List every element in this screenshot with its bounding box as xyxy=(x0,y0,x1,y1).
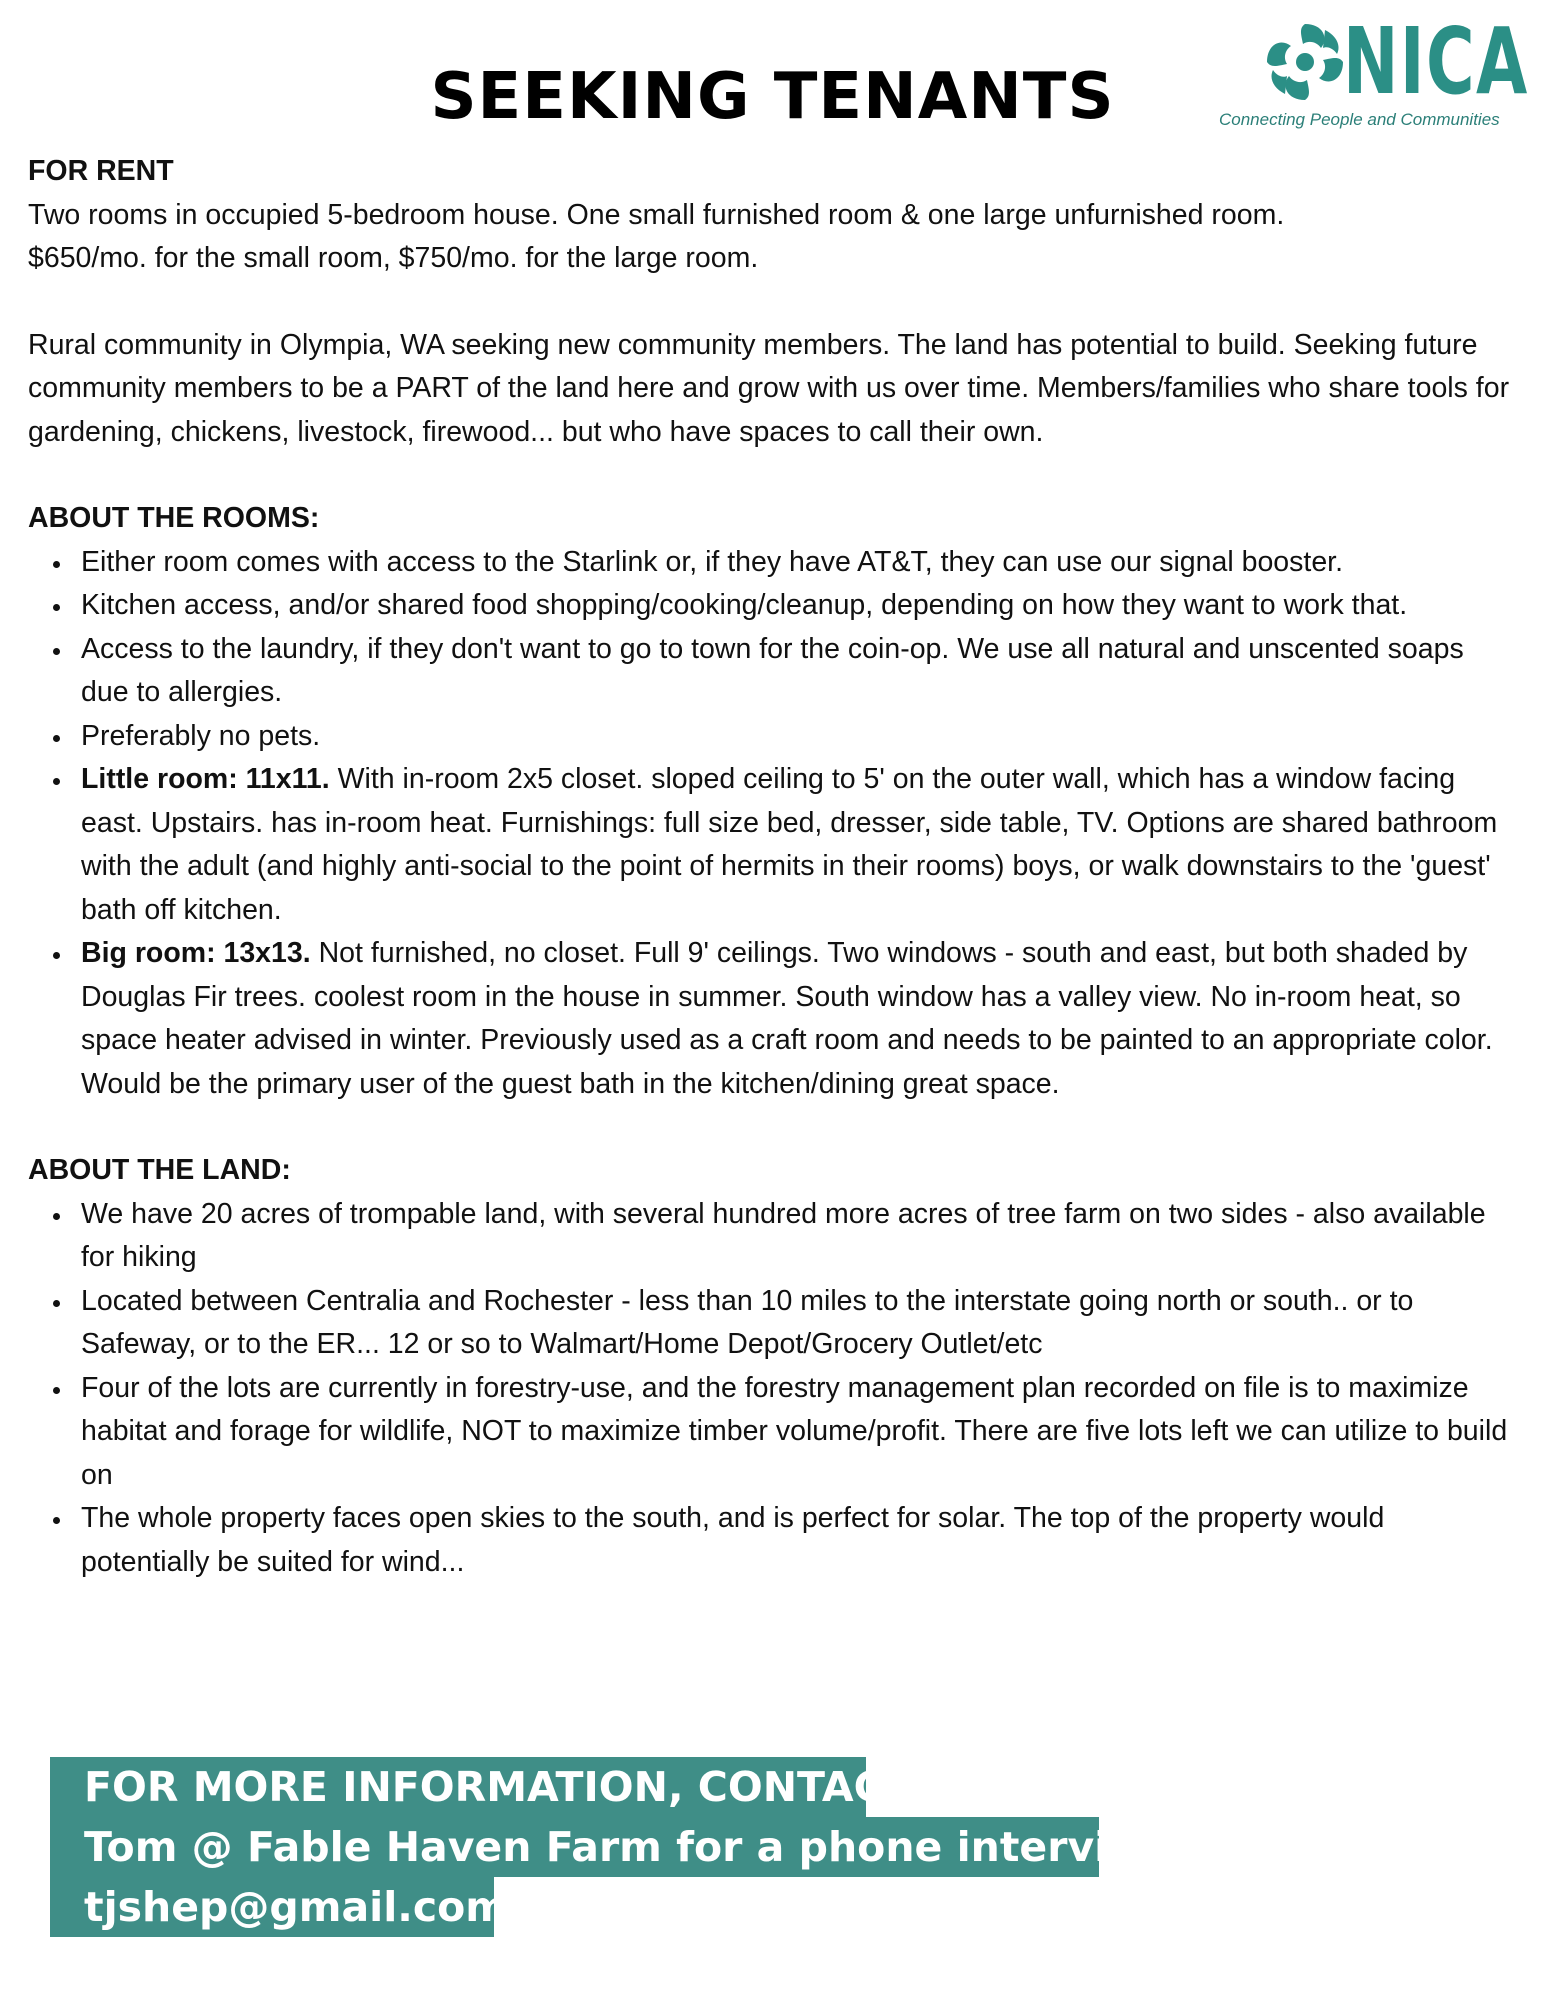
community-paragraph: Rural community in Olympia, WA seeking new community members. The land has potential to build. Seeking future community members to be a PART of the land here and grow with us over time. Members/families who share tools for gardening, chickens, livestock, firewood... but who have spaces to call their own. xyxy=(28,328,1510,448)
list-item: Preferably no pets. xyxy=(28,715,1518,759)
list-item: Access to the laundry, if they don't want to go to town for the coin-op. We use all natural and unscented soaps due to allergies. xyxy=(28,628,1518,715)
list-item: Kitchen access, and/or shared food shopping/cooking/cleanup, depending on how they want to work that. xyxy=(28,584,1518,628)
rooms-list xyxy=(28,541,1518,1107)
list-item: Located between Centralia and Rochester - less than 10 miles to the interstate going north or south.. or to Safeway, or to the ER... 12 or so to Walmart/Home Depot/Grocery Outlet/etc xyxy=(28,1280,1518,1367)
little-room-text: With in-room 2x5 closet. sloped ceiling to 5' on the outer wall, which has a window facing east. Upstairs. has in-room heat. Furnishings: full size bed, dresser, side table, TV. Options are shared bathroom with the adult (and highly anti-social to the point of hermits in their rooms) boys, or walk downstairs to the 'guest' bath off kitchen. xyxy=(81,763,1498,926)
list-item: Four of the lots are currently in forestry-use, and the forestry management plan recorded on file is to maximize habitat and forage for wildlife, NOT to maximize timber volume/profit. There are five lots left we can utilize to build on xyxy=(28,1367,1518,1498)
contact-box xyxy=(50,1757,1174,1937)
contact-email: tjshep@gmail.com xyxy=(50,1877,494,1937)
for-rent-line-2: $650/mo. for the small room, $750/mo. for the large room. xyxy=(28,242,759,274)
for-rent-heading: FOR RENT xyxy=(28,155,174,187)
rooms-heading: ABOUT THE ROOMS: xyxy=(28,502,320,534)
land-list xyxy=(28,1193,1518,1585)
flyer-body xyxy=(28,150,1518,1584)
little-room-item xyxy=(28,758,1518,932)
big-room-item xyxy=(28,932,1518,1106)
swirl-logo-icon xyxy=(1263,20,1347,104)
contact-heading: FOR MORE INFORMATION, CONTACT: xyxy=(50,1757,866,1817)
little-room-label: Little room: 11x11. xyxy=(81,763,330,795)
list-item: We have 20 acres of trompable land, with several hundred more acres of tree farm on two sides - also available for hiking xyxy=(28,1193,1518,1280)
nica-logo xyxy=(1215,8,1529,134)
big-room-label: Big room: 13x13. xyxy=(81,937,311,969)
logo-wordmark: NICA xyxy=(1343,8,1529,115)
logo-tagline: Connecting People and Communities xyxy=(1219,110,1500,129)
page-title: SEEKING TENANTS xyxy=(430,60,1115,134)
list-item: Either room comes with access to the Starlink or, if they have AT&T, they can use our signal booster. xyxy=(28,541,1518,585)
list-item: The whole property faces open skies to the south, and is perfect for solar. The top of the property would potentially be suited for wind... xyxy=(28,1497,1518,1584)
for-rent-line-1: Two rooms in occupied 5-bedroom house. One small furnished room & one large unfurnished room. xyxy=(28,198,1285,231)
big-room-text: Not furnished, no closet. Full 9' ceilings. Two windows - south and east, but both shaded by Douglas Fir trees. coolest room in the house in summer. South window has a valley view. No in-room heat, so space heater advised in winter. Previously used as a craft room and needs to be painted to an appropriate color. Would be the primary user of the guest bath in the kitchen/dining great space. xyxy=(81,937,1493,1100)
land-heading: ABOUT THE LAND: xyxy=(28,1154,291,1186)
contact-person: Tom @ Fable Haven Farm for a phone interview xyxy=(50,1817,1099,1877)
